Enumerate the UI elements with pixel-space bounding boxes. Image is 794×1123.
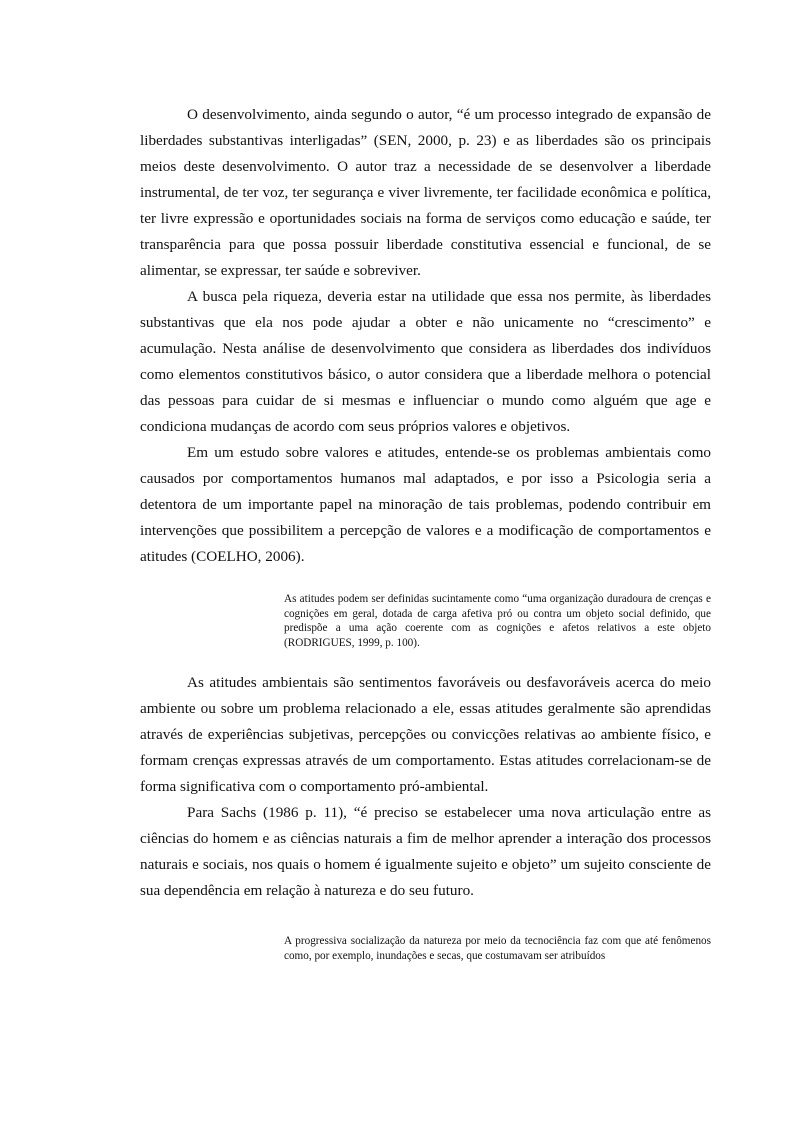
paragraph: O desenvolvimento, ainda segundo o autor, “é um processo integrado de expansão de liberdades substantivas interligadas” (SEN, 2000, p. 23) e as liberdades são os principais meios deste desenvolvimento. O autor traz a necessidade de se desenvolver a liberdade instrumental, de ter voz, ter segurança e viver livremente, ter facilidade econômica e política, ter livre expressão e oportunidades sociais na forma de serviços como educação e saúde, ter transparência para que possa possuir liberdade constitutiva essencial e funcional, de se alimentar, se expressar, ter saúde e sobreviver.: [140, 106, 711, 279]
block-quote: A progressiva socialização da natureza por meio da tecnociência faz com que até fenômenos como, por exemplo, inundações e secas, que costumavam ser atribuídos: [284, 935, 711, 962]
paragraph: As atitudes ambientais são sentimentos favoráveis ou desfavoráveis acerca do meio ambiente ou sobre um problema relacionado a ele, essas atitudes geralmente são aprendidas através de experiências subjetivas, percepções ou convicções relativas ao ambiente físico, e formam crenças expressas através de um comportamento. Estas atitudes correlacionam-se de forma significativa com o comportamento pró-ambiental.: [140, 674, 711, 795]
body-text-block: [140, 670, 711, 904]
paragraph: A busca pela riqueza, deveria estar na utilidade que essa nos permite, às liberdades substantivas que ela nos pode ajudar a obter e não unicamente no “crescimento” e acumulação. Nesta análise de desenvolvimento que considera as liberdades dos indivíduos como elementos constitutivos básico, o autor considera que a liberdade melhora o potencial das pessoas para cuidar de si mesmas e influenciar o mundo como alguém que age e condiciona mudanças de acordo com seus próprios valores e objetivos.: [140, 288, 711, 435]
paragraph: Em um estudo sobre valores e atitudes, entende-se os problemas ambientais como causados por comportamentos humanos mal adaptados, e por isso a Psicologia seria a detentora de um importante papel na minoração de tais problemas, podendo contribuir em intervenções que possibilitem a percepção de valores e a modificação de comportamentos e atitudes (COELHO, 2006).: [140, 444, 711, 565]
block-quote: As atitudes podem ser definidas sucintamente como “uma organização duradoura de crenças e cognições em geral, dotada de carga afetiva pró ou contra um objeto social definido, que predispõe a uma ação coerente com as cognições e afetos relativos a este objeto (RODRIGUES, 1999, p. 100).: [284, 593, 711, 649]
body-text-block: [140, 102, 711, 570]
paragraph: Para Sachs (1986 p. 11), “é preciso se estabelecer uma nova articulação entre as ciências do homem e as ciências naturais a fim de melhor aprender a interação dos processos naturais e sociais, nos quais o homem é igualmente sujeito e objeto” um sujeito consciente de sua dependência em relação à natureza e do seu futuro.: [140, 804, 711, 899]
